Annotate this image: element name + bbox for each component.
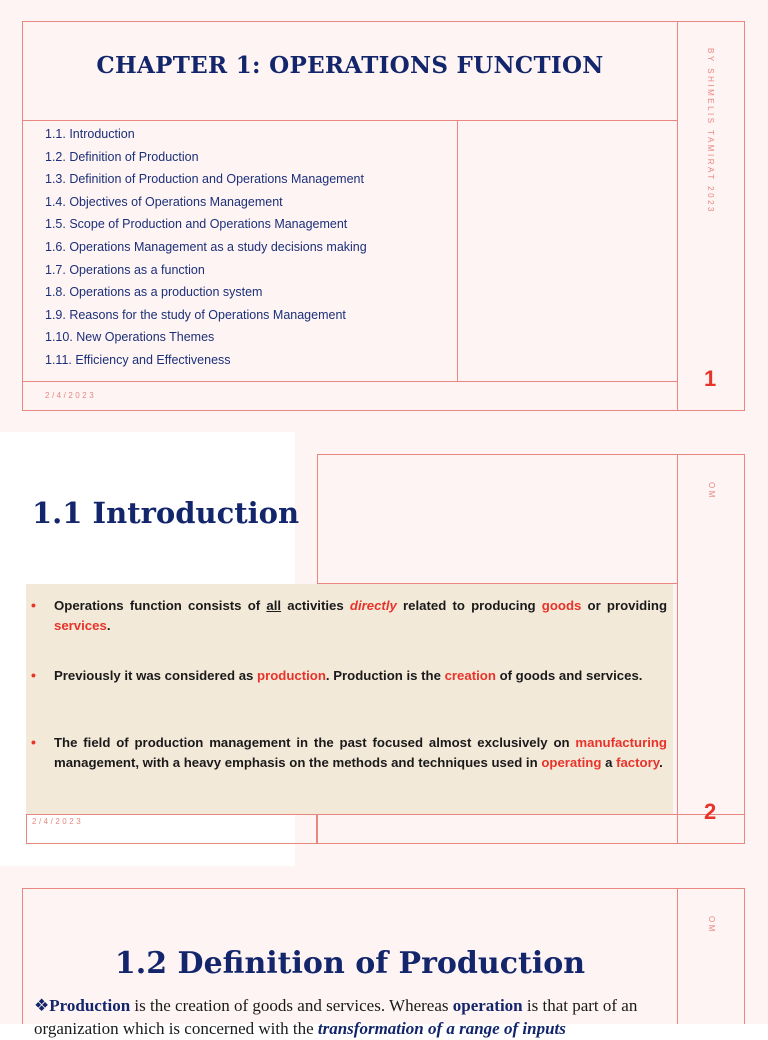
table-of-contents (45, 126, 367, 375)
bullets-box (26, 584, 673, 814)
section-heading: 1.1 Introduction (32, 496, 300, 530)
toc-item: 1.7. Operations as a function (45, 262, 205, 277)
diamond-bullet-icon: ❖ (34, 996, 50, 1015)
frame-top (22, 21, 745, 22)
frame-top (317, 454, 745, 455)
frame-left (22, 21, 23, 411)
sidebar-divider (677, 454, 678, 844)
toc-item: 1.4. Objectives of Operations Management (45, 194, 283, 209)
frame-right (744, 21, 745, 411)
footer-divider (316, 814, 317, 844)
om-side-text: OM (707, 482, 716, 500)
slide-1 (0, 0, 768, 432)
slide-3 (0, 866, 768, 1038)
footer-top (26, 814, 745, 815)
title-divider (22, 120, 678, 121)
content-divider (457, 120, 458, 382)
bullet-field-of-production: • The field of production management in the past focused almost exclusively on manufacturing management, with a heavy emphasis on the methods and techniques used in operating a factory. (31, 734, 667, 770)
toc-item: 1.8. Operations as a production system (45, 285, 263, 300)
toc-item: 1.10. New Operations Themes (45, 330, 215, 345)
toc-item: 1.3. Definition of Production and Operations Management (45, 172, 364, 187)
toc-item: 1.6. Operations Management as a study decisions making (45, 239, 367, 254)
frame-right (744, 888, 745, 1024)
bullet-operations-function: • Operations function consists of all activities directly related to producing goods or providing services. (31, 597, 668, 633)
bullet-dot-icon: • (31, 667, 36, 683)
footer-divider (22, 381, 678, 382)
om-side-text: OM (707, 916, 716, 934)
frame-top (22, 888, 745, 889)
toc-item: 1.11. Efficiency and Effectiveness (45, 352, 231, 367)
section-heading: 1.2 Definition of Production (114, 946, 586, 981)
slide-2 (0, 432, 768, 866)
footer-left (26, 814, 27, 844)
toc-item: 1.1. Introduction (45, 127, 135, 141)
toc-item: 1.9. Reasons for the study of Operations Management (45, 307, 346, 322)
slide-date: 2/4/2023 (45, 391, 97, 400)
author-side-text: BY SHIMELIS TAMIRAT 2023 (706, 48, 715, 214)
frame-bottom (26, 843, 745, 844)
definition-paragraph: ❖Production is the creation of goods and services. Whereas operation is that part of an organization which is concerned with the transformation of a range of inputs (34, 996, 638, 1038)
bullet-previously-production: • Previously it was considered as production. Production is the creation of goods and services. (54, 666, 667, 686)
toc-item: 1.5. Scope of Production and Operations Management (45, 217, 348, 232)
page-number: 2 (704, 799, 717, 824)
bullet-dot-icon: • (31, 597, 36, 613)
bullet-dot-icon: • (31, 734, 36, 750)
frame-right (744, 454, 745, 844)
slide-date: 2/4/2023 (32, 817, 84, 826)
sidebar-divider (677, 21, 678, 411)
page-number: 1 (704, 366, 717, 391)
frame-bottom (22, 410, 745, 411)
toc-item: 1.2. Definition of Production (45, 149, 199, 164)
chapter-title: CHAPTER 1: OPERATIONS FUNCTION (96, 52, 604, 79)
